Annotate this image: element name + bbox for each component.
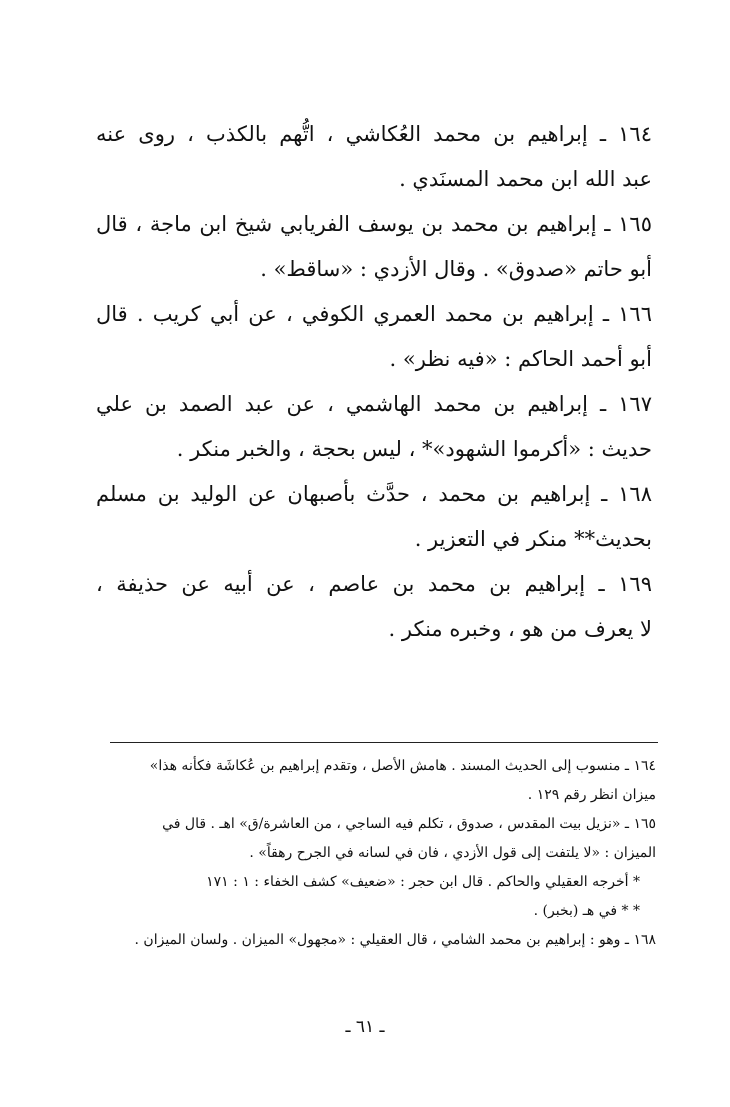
footnote-divider bbox=[110, 742, 658, 743]
entry-line: ١٦٤ ـ إبراهيم بن محمد العُكاشي ، اتُّهم بالكذب ، روى عنه bbox=[96, 122, 652, 146]
entry-169 bbox=[96, 562, 652, 652]
entry-line: ١٦٩ ـ إبراهيم بن محمد بن عاصم ، عن أبيه عن حذيفة ، bbox=[96, 572, 652, 596]
entry-line: ١٦٥ ـ إبراهيم بن محمد بن يوسف الفريابي شيخ ابن ماجة ، قال bbox=[96, 212, 652, 236]
starred-notes bbox=[104, 868, 656, 926]
footnote-line: الميزان : «لا يلتفت إلى قول الأزدي ، فان في لسانه في الجرح رهقاً» . bbox=[249, 845, 656, 861]
entry-168 bbox=[96, 472, 652, 562]
entry-line: أبو حاتم «صدوق» . وقال الأزدي : «ساقط» . bbox=[260, 257, 652, 281]
entry-line: بحديث** منكر في التعزير . bbox=[414, 527, 652, 551]
footnote-165 bbox=[104, 810, 656, 868]
entry-line: أبو أحمد الحاكم : «فيه نظر» . bbox=[389, 347, 652, 371]
page-number: ـ ٦١ ـ bbox=[345, 1017, 385, 1037]
starred-note: * أخرجه العقيلي والحاكم . قال ابن حجر : «ضعيف» كشف الخفاء : ١ : ١٧١ bbox=[206, 874, 640, 890]
footnote-168 bbox=[104, 926, 656, 955]
footnote-164 bbox=[104, 752, 656, 810]
entry-line: ١٦٦ ـ إبراهيم بن محمد العمري الكوفي ، عن أبي كريب . قال bbox=[96, 302, 652, 326]
entry-line: ١٦٨ ـ إبراهيم بن محمد ، حدَّث بأصبهان عن الوليد بن مسلم bbox=[96, 482, 652, 506]
entry-164 bbox=[96, 112, 652, 202]
entries-list bbox=[96, 112, 652, 652]
footnote-line: ١٦٤ ـ منسوب إلى الحديث المسند . هامش الأصل ، وتقدم إبراهيم بن عُكاشَة فكأنه هذا» bbox=[149, 758, 656, 774]
starred-note: * * في هـ (بخبر) . bbox=[533, 903, 640, 919]
footnote-line: ميزان انظر رقم ١٢٩ . bbox=[527, 787, 656, 803]
entry-166 bbox=[96, 292, 652, 382]
footnote-line: ١٦٨ ـ وهو : إبراهيم بن محمد الشامي ، قال العقيلي : «مجهول» الميزان . ولسان الميزان . bbox=[134, 932, 656, 948]
entry-165 bbox=[96, 202, 652, 292]
footnotes-section bbox=[104, 752, 656, 955]
entry-line: حديث : «أكرموا الشهود»* ، ليس بحجة ، والخبر منكر . bbox=[176, 437, 652, 461]
entry-167 bbox=[96, 382, 652, 472]
entry-line: لا يعرف من هو ، وخبره منكر . bbox=[388, 617, 652, 641]
entry-line: عبد الله ابن محمد المسنَدي . bbox=[399, 167, 652, 191]
footnote-line: ١٦٥ ـ «نزيل بيت المقدس ، صدوق ، تكلم فيه الساجي ، من العاشرة/ق» اهـ . قال في bbox=[162, 816, 656, 832]
entry-line: ١٦٧ ـ إبراهيم بن محمد الهاشمي ، عن عبد الصمد بن علي bbox=[96, 392, 652, 416]
